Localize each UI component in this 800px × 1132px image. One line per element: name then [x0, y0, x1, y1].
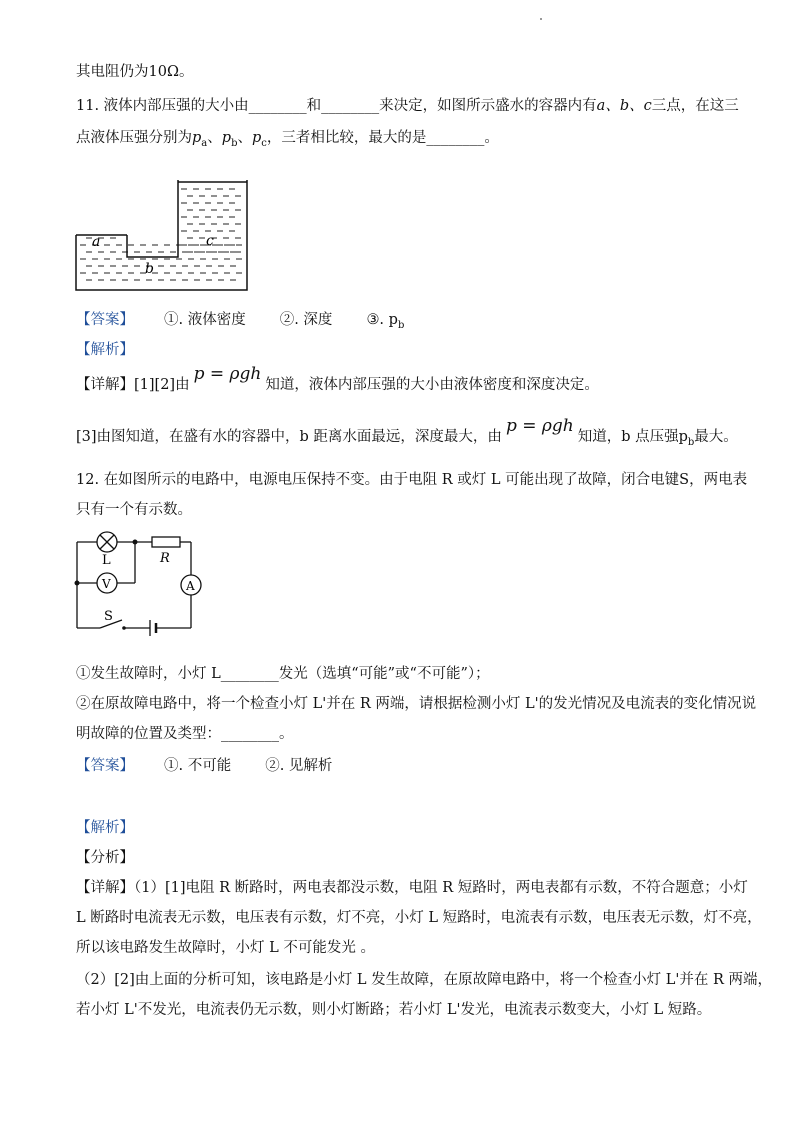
q12-answer: 【答案】 ①. 不可能 ②. 见解析 — [76, 758, 333, 774]
q12-fenxi: 【分析】 — [76, 850, 134, 866]
q12-sub2a: ②在原故障电路中，将一个检查小灯 L'并在 R 两端，请根据检测小灯 L'的发光情况及电流表的变化情况说 — [76, 696, 757, 712]
q11-line1: 11. 液体内部压强的大小由________和________来决定，如图所示盛水的容器内有a、b、c三点，在这三 — [76, 98, 739, 114]
switch-label: S — [104, 609, 113, 624]
circuit-figure — [70, 528, 210, 638]
q12-line1: 12. 在如图所示的电路中，电源电压保持不变。由于电阻 R 或灯 L 可能出现了故障，闭合电键S，两电表 — [76, 472, 748, 488]
lamp-label: L — [102, 553, 111, 568]
q12-sub1: ①发生故障时，小灯 L________发光（选填“可能”或“不可能”）； — [76, 666, 490, 682]
ammeter-label: A — [186, 579, 195, 593]
label-c: c — [206, 233, 214, 249]
q12-detail-1: 【详解】（1）[1]电阻 R 断路时，两电表都没示数，电阻 R 短路时，两电表都有示数，不符合题意；小灯 — [76, 880, 748, 896]
voltmeter-label: V — [102, 577, 111, 591]
q12-detail-3: 所以该电路发生故障时，小灯 L 不可能发光 。 — [76, 940, 375, 956]
prev-question-tail: 其电阻仍为10Ω。 — [76, 64, 194, 80]
q11-line2: 点液体压强分别为$p_a$、$p_b$、$p_c$，三者相比较，最大的是________。 — [76, 130, 499, 149]
container-figure — [70, 175, 260, 295]
label-a: a — [92, 234, 101, 250]
q12-sub2b: 明故障的位置及类型：________。 — [76, 726, 294, 742]
q11-detail2: [3]由图知道，在盛有水的容器中，b 距离水面最远，深度最大，由p = ρgh知道，b 点压强$p_b$最大。 — [76, 416, 738, 448]
q12-line2: 只有一个有示数。 — [76, 502, 192, 518]
q12-detail-4: （2）[2]由上面的分析可知，该电路是小灯 L 发生故障，在原故障电路中，将一个检查小灯 L'并在 R 两端， — [76, 972, 772, 988]
formula-2: p = ρgh — [505, 416, 574, 436]
q12-analysis-tag: 【解析】 — [76, 820, 134, 836]
page-dot — [540, 18, 542, 20]
q11-answer: 【答案】 ①. 液体密度 ②. 深度 ③. $p_b$ — [76, 312, 405, 331]
resistor-label: R — [160, 551, 170, 566]
q12-detail-5: 若小灯 L'不发光，电流表仍无示数，则小灯断路；若小灯 L'发光，电流表示数变大，小灯 L 短路。 — [76, 1002, 712, 1018]
q11-detail1: 【详解】[1][2]由p = ρgh知道，液体内部压强的大小由液体密度和深度决定。 — [76, 364, 599, 393]
q11-analysis-tag: 【解析】 — [76, 342, 134, 358]
formula-1: p = ρgh — [193, 364, 262, 384]
label-b: b — [145, 261, 154, 277]
q12-detail-2: L 断路时电流表无示数，电压表有示数，灯不亮，小灯 L 短路时，电流表有示数，电压表无示数，灯不亮， — [76, 910, 762, 926]
